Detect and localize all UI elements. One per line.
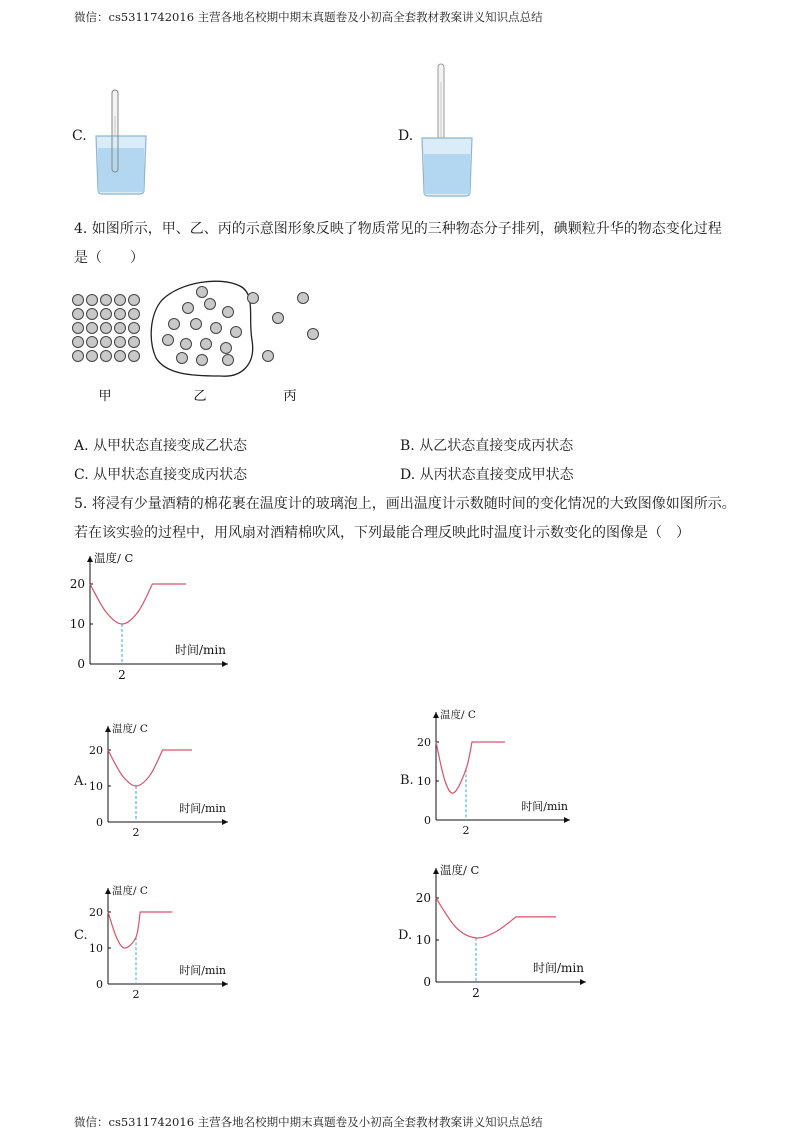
q3-option-d-label[interactable]: D.: [398, 128, 414, 144]
solid-particle: [101, 309, 112, 320]
x-axis-label: 时间/min: [175, 643, 226, 657]
q3-option-c-label[interactable]: C.: [72, 128, 87, 144]
particle-diagram: [70, 278, 330, 408]
solid-particle: [129, 351, 140, 362]
option-c-chart: [88, 878, 238, 1001]
solid-particle: [115, 323, 126, 334]
gas-particle: [308, 329, 319, 340]
page-header: 微信：cs5311742016 主营各地名校期中期末真题卷及小初高全套教材教案讲义知识点总结: [74, 10, 543, 24]
x-axis-label: 时间/min: [179, 802, 226, 815]
temperature-curve: [108, 912, 172, 948]
y-axis-arrow: [105, 888, 111, 894]
liquid-particle: [221, 343, 232, 354]
solid-particle: [101, 337, 112, 348]
solid-particle: [87, 309, 98, 320]
solid-particle: [73, 295, 84, 306]
x-axis-label: 时间/min: [179, 964, 226, 977]
solid-particle: [115, 309, 126, 320]
solid-particle: [87, 323, 98, 334]
y-axis-arrow: [105, 726, 111, 732]
y-tick-label: 20: [69, 577, 85, 591]
liquid-particle: [163, 335, 174, 346]
temperature-curve: [90, 584, 186, 624]
y-axis-arrow: [433, 712, 439, 718]
x-axis-arrow: [580, 979, 586, 985]
y-tick-label: 0: [96, 816, 103, 829]
x-tick-label: 2: [132, 988, 140, 1001]
liquid-particle: [211, 323, 222, 334]
label-jia: 甲: [98, 389, 112, 404]
x-tick-label: 2: [472, 986, 480, 1000]
y-tick-label: 0: [424, 814, 431, 827]
gas-particle: [263, 351, 274, 362]
x-axis-arrow: [222, 661, 228, 667]
solid-particle: [73, 323, 84, 334]
solid-particle: [73, 309, 84, 320]
solid-particle: [101, 295, 112, 306]
y-tick-label: 0: [77, 657, 85, 671]
liquid-particle: [183, 303, 194, 314]
beaker-thermometer-c-icon: [92, 86, 152, 198]
solid-particle: [129, 295, 140, 306]
liquid-particle: [191, 319, 202, 330]
temperature-curve: [436, 898, 556, 938]
q4-option-d[interactable]: D. 从丙状态直接变成甲状态: [400, 467, 574, 483]
y-tick-label: 0: [423, 975, 431, 989]
solid-particle: [101, 351, 112, 362]
solid-particle: [87, 337, 98, 348]
y-axis-label: 温度/ C: [112, 723, 148, 735]
solid-particle: [129, 309, 140, 320]
y-tick-label: 20: [415, 891, 431, 905]
y-tick-label: 10: [415, 933, 431, 947]
gas-particle: [248, 293, 259, 304]
option-a-chart: [88, 716, 238, 839]
liquid-particle: [201, 339, 212, 350]
solid-particle: [115, 351, 126, 362]
option-d-chart: [414, 856, 594, 1000]
y-tick-label: 10: [69, 617, 85, 631]
q5-option-b-label[interactable]: B.: [400, 773, 414, 788]
solid-particle: [87, 351, 98, 362]
q4-stem-line1: 4. 如图所示，甲、乙、丙的示意图形象反映了物质常见的三种物态分子排列，碘颗粒升华的物态变化过程: [74, 221, 722, 237]
label-yi: 乙: [193, 389, 207, 404]
y-tick-label: 10: [89, 780, 103, 793]
y-tick-label: 20: [89, 906, 103, 919]
q4-option-a[interactable]: A. 从甲状态直接变成乙状态: [74, 438, 248, 454]
liquid-particle: [177, 353, 188, 364]
x-axis-arrow: [564, 817, 570, 823]
solid-state-particles: [73, 295, 140, 362]
x-tick-label: 2: [132, 826, 140, 839]
y-axis-label: 温度/ C: [440, 863, 480, 877]
option-b-chart: [416, 702, 576, 837]
solid-particle: [73, 351, 84, 362]
x-tick-label: 2: [462, 824, 470, 837]
liquid-particle: [231, 327, 242, 338]
y-tick-label: 0: [96, 978, 103, 991]
beaker-thermometer-d-icon: [418, 62, 478, 200]
solid-particle: [129, 323, 140, 334]
solid-particle: [129, 337, 140, 348]
q4-option-b[interactable]: B. 从乙状态直接变成丙状态: [400, 438, 574, 454]
x-axis-label: 时间/min: [533, 961, 584, 975]
x-axis-arrow: [222, 981, 228, 987]
y-axis-label: 温度/ C: [440, 709, 476, 721]
liquid-particle: [169, 319, 180, 330]
temperature-curve: [436, 742, 505, 793]
y-tick-label: 20: [417, 736, 431, 749]
q5-option-c-label[interactable]: C.: [74, 928, 88, 943]
x-axis-arrow: [222, 819, 228, 825]
liquid-particle: [223, 307, 234, 318]
liquid-particle: [223, 355, 234, 366]
x-tick-label: 2: [118, 668, 126, 682]
y-tick-label: 20: [89, 744, 103, 757]
solid-particle: [101, 323, 112, 334]
y-tick-label: 10: [89, 942, 103, 955]
q4-stem-line2: 是（ ）: [74, 250, 144, 266]
gas-state-particles: [248, 293, 319, 362]
liquid-particle: [181, 339, 192, 350]
page-footer: 微信：cs5311742016 主营各地名校期中期末真题卷及小初高全套教材教案讲义知识点总结: [74, 1115, 543, 1129]
y-axis-label: 温度/ C: [94, 551, 134, 565]
y-axis-arrow: [433, 868, 439, 874]
y-axis-label: 温度/ C: [112, 885, 148, 897]
q4-option-c[interactable]: C. 从甲状态直接变成丙状态: [74, 467, 248, 483]
solid-particle: [87, 295, 98, 306]
temperature-curve: [108, 750, 192, 786]
liquid-particle: [205, 299, 216, 310]
liquid-particle: [197, 287, 208, 298]
gas-particle: [273, 313, 284, 324]
y-axis-arrow: [87, 556, 93, 562]
main-temperature-chart: [68, 548, 238, 680]
solid-particle: [115, 337, 126, 348]
q5-option-d-label[interactable]: D.: [398, 928, 413, 943]
liquid-state-particles: [163, 287, 242, 366]
gas-particle: [298, 293, 309, 304]
solid-particle: [115, 295, 126, 306]
liquid-particle: [197, 355, 208, 366]
solid-particle: [73, 337, 84, 348]
q5-option-a-label[interactable]: A.: [74, 774, 88, 789]
q5-stem-line1: 5. 将浸有少量酒精的棉花裹在温度计的玻璃泡上，画出温度计示数随时间的变化情况的大致图像如图所示。: [74, 496, 736, 512]
label-bing: 丙: [283, 389, 297, 404]
x-axis-label: 时间/min: [521, 800, 568, 813]
q5-stem-line2: 若在该实验的过程中，用风扇对酒精棉吹风，下列最能合理反映此时温度计示数变化的图像是（ ）: [74, 525, 690, 541]
y-tick-label: 10: [417, 775, 431, 788]
